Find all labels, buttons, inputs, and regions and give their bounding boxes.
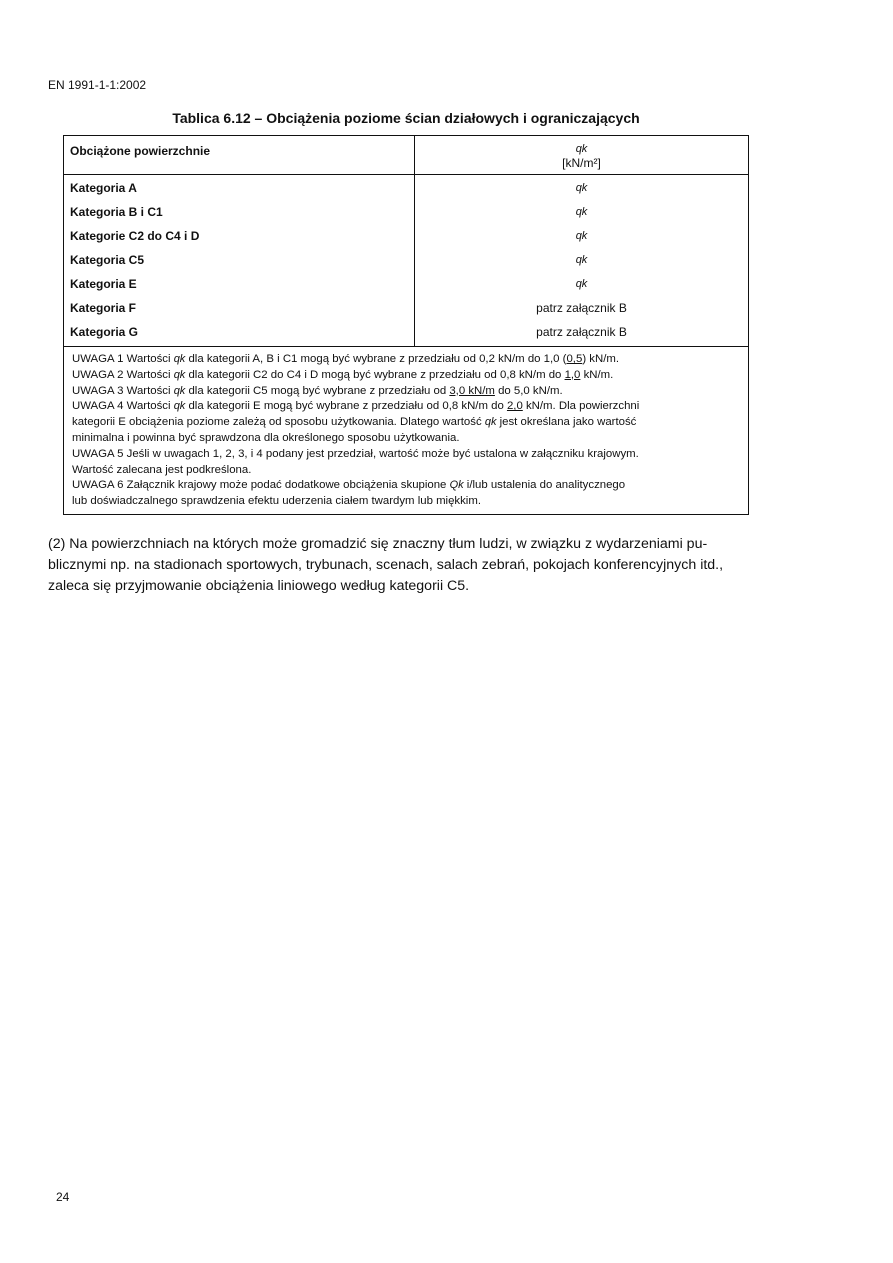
value-list xyxy=(415,175,749,347)
table-row-category: Kategoria B i C1 xyxy=(70,205,163,219)
note-6-cont: lub doświadczalnego sprawdzenia efektu uderzenia ciałem twardym lub miękkim. xyxy=(72,495,481,508)
column-header-surfaces: Obciążone powierzchnie xyxy=(64,136,415,175)
note-3: UWAGA 3 Wartości qk dla kategorii C5 mogą być wybrane z przedziału od 3,0 kN/m do 5,0 kN/m. xyxy=(72,384,563,397)
body-paragraph xyxy=(48,534,770,597)
column-header-unit: [kN/m²] xyxy=(562,156,601,170)
table-row-value: patrz załącznik B xyxy=(536,301,627,315)
table-row-category: Kategoria G xyxy=(70,325,139,339)
table-row-category: Kategoria A xyxy=(70,181,137,195)
note-6: UWAGA 6 Załącznik krajowy może podać dodatkowe obciążenia skupione Qk i/lub ustalenia do analitycznego xyxy=(72,479,626,492)
loads-table xyxy=(63,135,749,515)
category-list xyxy=(64,175,415,347)
table-row-category: Kategoria E xyxy=(70,277,137,291)
table-row-value: patrz załącznik B xyxy=(536,325,627,339)
note-4: UWAGA 4 Wartości qk dla kategorii E mogą być wybrane z przedziału od 0,8 kN/m do 2,0 kN/m. Dla powierzchni xyxy=(72,400,640,413)
table-row-value: qk xyxy=(575,182,588,194)
note-1: UWAGA 1 Wartości qk dla kategorii A, B i C1 mogą być wybrane z przedziału od 0,2 kN/m do 1,0 (0,5) kN/m. xyxy=(72,353,620,365)
table-title: Tablica 6.12 – Obciążenia poziome ścian działowych i ograniczających xyxy=(172,110,640,126)
table-row-category: Kategoria F xyxy=(70,301,137,315)
page-number: 24 xyxy=(56,1190,70,1204)
table-row-value: qk xyxy=(575,278,588,290)
column-header-symbol: qk xyxy=(575,143,588,155)
note-5-cont: Wartość zalecana jest podkreślona. xyxy=(72,463,252,476)
table-row-value: qk xyxy=(575,254,588,266)
table-categories-row xyxy=(64,175,749,347)
paragraph-line: zaleca się przyjmowanie obciążenia liniowego według kategorii C5. xyxy=(48,578,470,594)
table-row-category: Kategorie C2 do C4 i D xyxy=(70,229,200,243)
paragraph-line: (2) Na powierzchniach na których może gromadzić się znaczny tłum ludzi, w związku z wydarzeniami pu- xyxy=(48,536,708,552)
table-notes-row xyxy=(64,347,749,515)
note-2: UWAGA 2 Wartości qk dla kategorii C2 do C4 i D mogą być wybrane z przedziału od 0,8 kN/m do 1,0 kN/m. xyxy=(72,368,614,381)
table-header-row xyxy=(64,136,749,175)
document-id: EN 1991-1-1:2002 xyxy=(48,78,147,92)
note-4-cont: kategorii E obciążenia poziome zależą od sposobu użytkowania. Dlatego wartość qk jest określana jako wartość xyxy=(72,416,637,429)
table-row-value: qk xyxy=(575,206,588,218)
column-header-load xyxy=(415,136,749,175)
table-row-value: qk xyxy=(575,230,588,242)
note-5: UWAGA 5 Jeśli w uwagach 1, 2, 3, i 4 podany jest przedział, wartość może być ustalona w załączniku krajowym. xyxy=(72,447,639,460)
paragraph-line: blicznymi np. na stadionach sportowych, trybunach, scenach, salach zebrań, pokojach konferencyjnych itd., xyxy=(48,557,724,573)
table-row-category: Kategoria C5 xyxy=(70,253,145,267)
note-4-cont: minimalna i powinna być sprawdzona dla określonego sposobu użytkowania. xyxy=(72,431,460,444)
table-notes xyxy=(64,347,749,515)
